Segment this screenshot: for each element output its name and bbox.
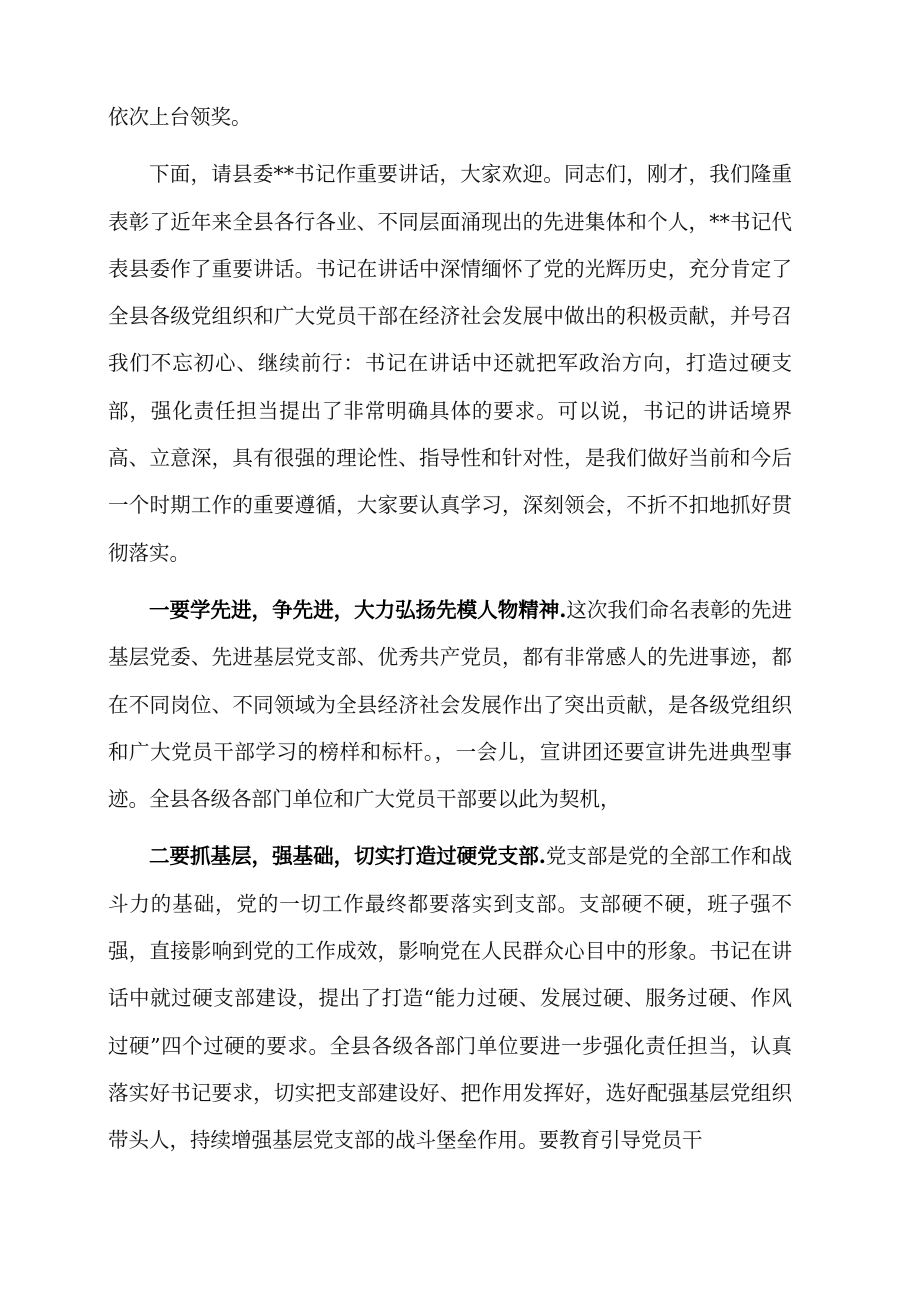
paragraph-point-two bbox=[108, 833, 792, 1164]
paragraph-text: 下面，请县委**书记作重要讲话，大家欢迎。同志们，刚才，我们隆重表彰了近年来全县各行各业、不同层面涌现出的先进集体和个人，**书记代表县委作了重要讲话。书记在讲话中深情缅怀了党的光辉历史，充分肯定了全县各级党组织和广大党员干部在经济社会发展中做出的积极贡献，并号召我们不忘初心、继续前行：书记在讲话中还就把军政治方向，打造过硬支部，强化责任担当提出了非常明确具体的要求。可以说，书记的讲话境界高、立意深，具有很强的理论性、指导性和针对性，是我们做好当前和今后一个时期工作的重要遵循，大家要认真学习，深刻领会，不折不扣地抓好贯彻落实。 bbox=[108, 162, 792, 565]
paragraph-text: 这次我们命名表彰的先进基层党委、先进基层党支部、优秀共产党员，都有非常感人的先进事迹，都在不同岗位、不同领域为全县经济社会发展作出了突出贡献，是各级党组织和广大党员干部学习的榜样和标杆。，一会儿，宣讲团还要宣讲先进典型事迹。全县各级各部门单位和广大党员干部要以此为契机， bbox=[108, 597, 793, 812]
paragraph-text: 党支部是党的全部工作和战斗力的基础，党的一切工作最终都要落实到支部。支部硬不硬，班子强不强，直接影响到党的工作成效，影响党在人民群众心目中的形象。书记在讲话中就过硬支部建设，提出了打造“能力过硬、发展过硬、服务过硬、作风过硬”四个过硬的要求。全县各级各部门单位要进一步强化责任担当，认真落实好书记要求，切实把支部建设好、把作用发挥好，选好配强基层党组织带头人，持续增强基层党支部的战斗堡垒作用。要教育引导党员干 bbox=[108, 844, 792, 1153]
document-body bbox=[108, 94, 792, 1165]
paragraph-speech-summary bbox=[108, 151, 792, 577]
point-two-heading: 二要抓基层，强基础，切实打造过硬党支部. bbox=[149, 844, 546, 869]
paragraph-award-closing bbox=[108, 94, 792, 141]
paragraph-point-one bbox=[108, 587, 792, 823]
point-one-heading: 一要学先进，争先进，大力弘扬先模人物精神. bbox=[149, 597, 567, 622]
paragraph-text: 依次上台领奖。 bbox=[108, 105, 252, 129]
